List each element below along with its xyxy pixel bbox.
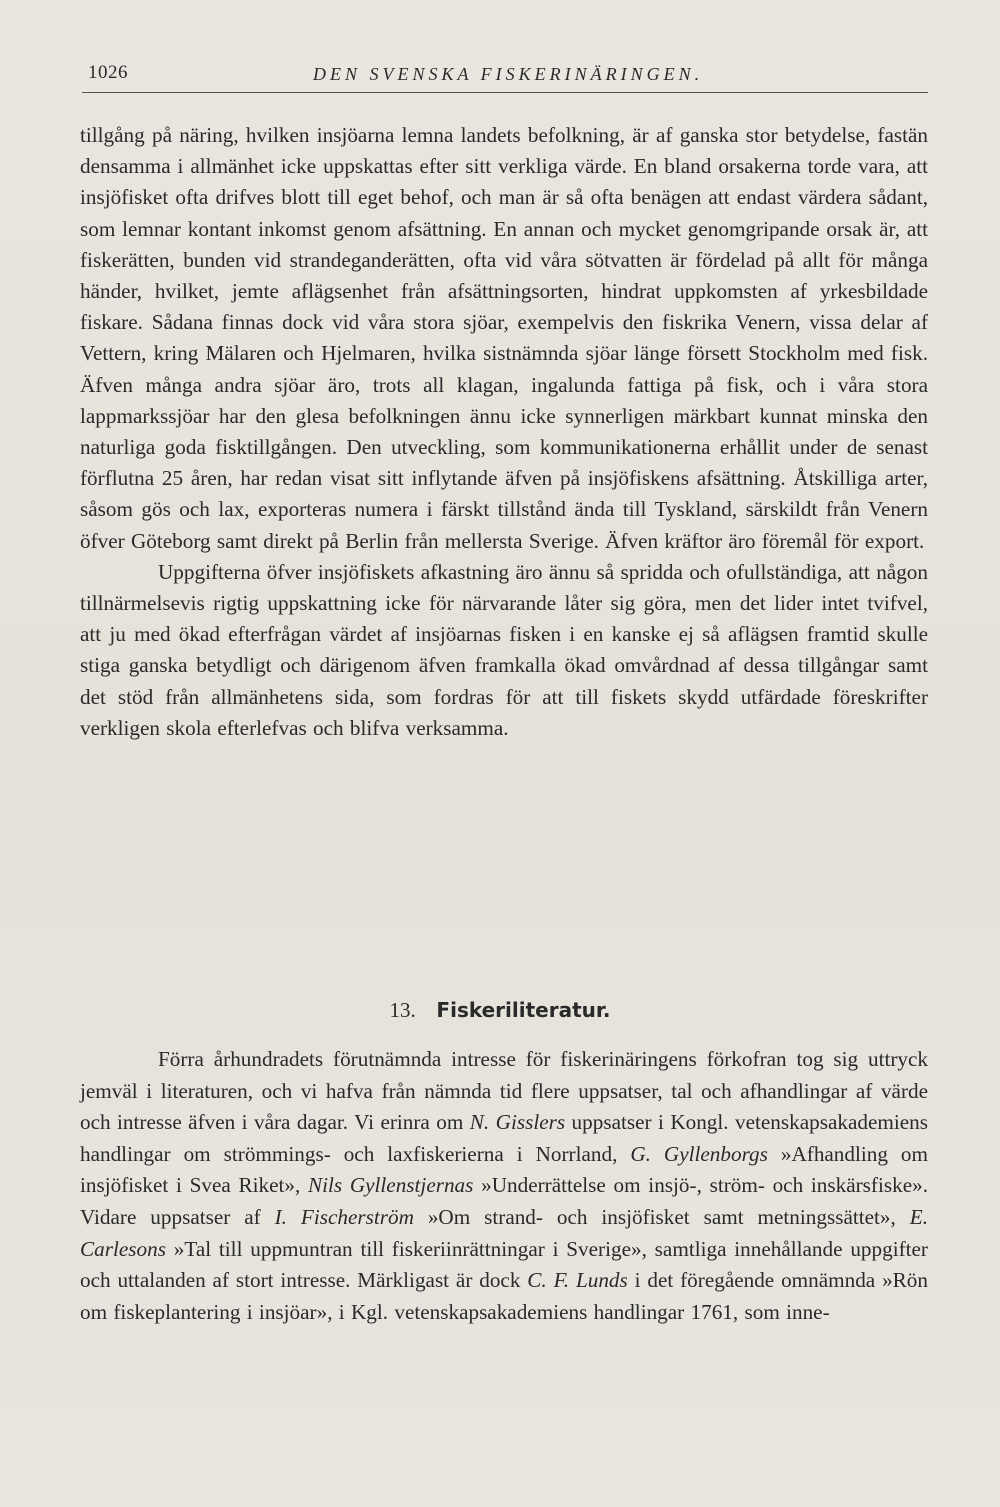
paragraph-3 <box>80 1044 928 1328</box>
author-name: N. Gisslers <box>469 1110 566 1135</box>
section-number: 13. <box>389 998 416 1022</box>
paragraph-2: Uppgifterna öfver insjöfiskets afkastning äro ännu så spridda och ofullständiga, att någon tillnärmelsevis rigtig uppskattning icke för närvarande låter sig göra, men det lider intet tvifvel, att ju med ökad efterfrågan värdet af insjöarnas fisken i en kanske ej så aflägsen framtid skulle stiga ganska betydligt och därigenom äfven framkalla ökad omvårdnad af dessa tillgångar samt det stöd från allmänhetens sida, som fordras för att till fiskets skydd utfärdade föreskrifter verkligen skola efterlefvas och blifva verksamma. <box>80 559 928 740</box>
text-run: »Tal till uppmuntran till fiskeriinrättningar i Sverige», samtliga innehållande uppgifter och uttalanden af stort intresse. Märkligast är dock <box>80 1236 928 1293</box>
text-run: »Underrättelse om insjö-, ström- och inskärsfiske». Vidare uppsatser af <box>80 1173 928 1229</box>
text-run: Förra århundradets förutnämnda intresse för fiskerinäringens förkofran tog sig uttryck jemväl i literaturen, och vi hafva från nämnda tid flere uppsatser, tal och afhandlingar af värde och intresse äfven i våra dagar. Vi erinra om <box>80 1047 928 1135</box>
text-run: i det föregående omnämnda »Rön om fiskeplantering i insjöar», i Kgl. vetenskapsakademiens handlingar 1761, som inne- <box>80 1268 928 1324</box>
main-text <box>80 120 928 744</box>
header-rule <box>82 92 928 93</box>
section-text <box>80 1044 928 1328</box>
section-title: Fiskeriliteratur. <box>436 998 611 1022</box>
text-run: »Afhandling om insjöfisket i Svea Riket», <box>80 1141 929 1198</box>
page-number: 1026 <box>88 62 128 83</box>
running-title: DEN SVENSKA FISKERINÄRINGEN. <box>313 64 704 84</box>
text-run: »Om strand- och insjöfisket samt metningssättet», <box>413 1204 910 1229</box>
paragraph-1: tillgång på näring, hvilken insjöarna lemna landets befolkning, är af ganska stor betydelse, fastän densamma i allmänhet icke uppskattas efter sitt verkliga värde. En bland orsakerna torde vara, att insjöfisket ofta drifves blott till eget behof, och man är så ofta benägen att endast värdera sådant, som lemnar kontant inkomst genom afsättning. En annan och mycket genomgripande orsak är, att fiskerätten, bunden vid strandeganderätten, ofta vid våra sötvatten är fördelad på allt för många händer, hvilket, jemte aflägsenhet från afsättningsorten, hindrat uppkomsten af yrkesbildade fiskare. Sådana finnas dock vid våra stora sjöar, exempelvis den fiskrika Venern, vissa delar af Vettern, kring Mälaren och Hjelmaren, hvilka sistnämnda sjöar länge försett Stockholm med fisk. Äfven många andra sjöar äro, trots all klagan, ingalunda fattiga på fisk, och i våra stora lappmarkssjöar har den glesa befolkningen ännu icke synnerligen märkbart kunnat minska den naturliga goda fisktillgången. Den utveckling, som kommunikationerna erhållit under de senast förflutna 25 åren, har redan visat sitt inflytande äfven på insjöfiskens afsättning. Åtskilliga arter, såsom gös och lax, exporteras numera i färskt tillstånd ända till Tyskland, särskildt från Venern öfver Göteborg samt direkt på Berlin från mellersta Sverige. Äfven kräftor äro föremål för export. <box>80 123 928 553</box>
text-run: uppsatser i Kongl. vetenskapsakademiens handlingar om strömmings- och laxfiskerierna i Norrland, <box>80 1110 928 1166</box>
author-name: E. Carlesons <box>80 1204 928 1261</box>
author-name: Nils Gyllenstjernas <box>307 1173 474 1198</box>
page-header <box>88 62 922 90</box>
author-name: G. Gyllenborgs <box>630 1141 768 1166</box>
section-heading <box>0 998 1000 1023</box>
author-name: I. Fischerström <box>274 1204 414 1229</box>
author-name: C. F. Lunds <box>527 1268 628 1293</box>
